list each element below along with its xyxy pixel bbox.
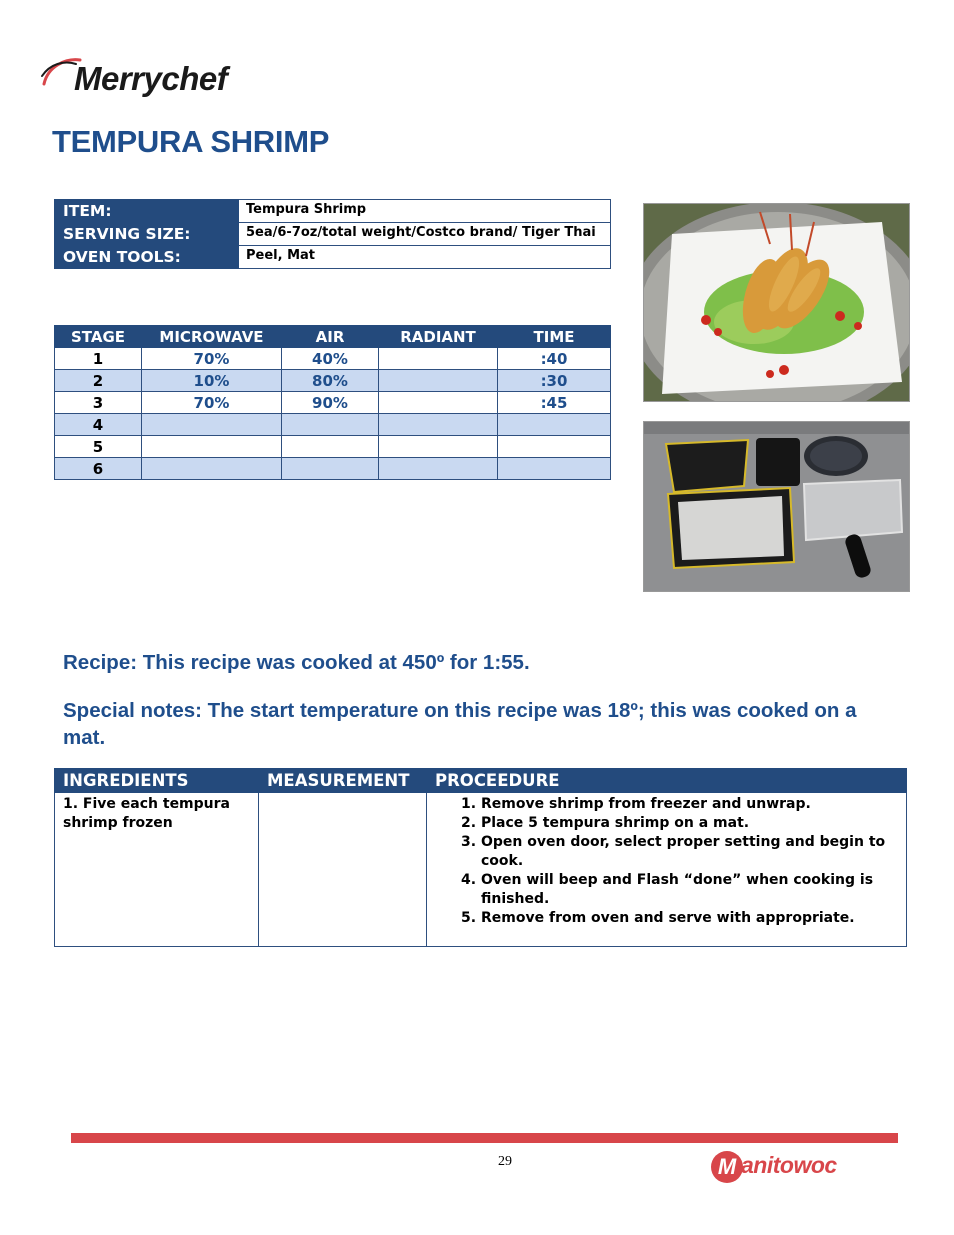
step-text: Remove from oven and serve with appropriate. [481, 910, 855, 926]
step-number: 2. [461, 815, 477, 831]
ingredients-table [54, 768, 907, 947]
stage-row [55, 458, 611, 480]
stage-cell: 6 [55, 458, 142, 480]
stage-row [55, 436, 611, 458]
procedure-header: PROCEEDURE [427, 769, 907, 793]
list-item [453, 833, 898, 871]
microwave-cell [142, 414, 282, 436]
stage-row [55, 414, 611, 436]
air-header: AIR [282, 326, 379, 348]
footer-divider [71, 1133, 898, 1143]
serving-size-label: SERVING SIZE: [55, 223, 239, 246]
page-title: TEMPURA SHRIMP [52, 124, 330, 159]
microwave-cell: 70% [142, 348, 282, 370]
time-cell: :45 [498, 392, 611, 414]
microwave-cell: 70% [142, 392, 282, 414]
radiant-cell [379, 458, 498, 480]
recipe-text: Recipe: This recipe was cooked at 450º for 1:55. [63, 651, 530, 674]
step-text: Remove shrimp from freezer and unwrap. [481, 796, 811, 812]
time-cell: :40 [498, 348, 611, 370]
ingredient-cell: 1. Five each tempura shrimp frozen [55, 793, 259, 947]
radiant-header: RADIANT [379, 326, 498, 348]
tempura-shrimp-photo [643, 203, 910, 402]
air-cell: 90% [282, 392, 379, 414]
air-cell [282, 436, 379, 458]
air-cell [282, 458, 379, 480]
step-number: 5. [461, 910, 477, 926]
time-header: TIME [498, 326, 611, 348]
manitowoc-logo [711, 1150, 851, 1184]
microwave-cell [142, 436, 282, 458]
step-number: 3. [461, 834, 477, 850]
time-cell [498, 414, 611, 436]
stage-cell: 1 [55, 348, 142, 370]
page-number: 29 [498, 1154, 512, 1169]
item-info-table [54, 199, 611, 269]
item-value: Tempura Shrimp [239, 200, 611, 223]
radiant-cell [379, 392, 498, 414]
radiant-cell [379, 436, 498, 458]
microwave-cell: 10% [142, 370, 282, 392]
radiant-cell [379, 414, 498, 436]
procedure-list [453, 795, 898, 928]
ingredients-header: INGREDIENTS [55, 769, 259, 793]
manitowoc-logo-initial: M [711, 1151, 743, 1183]
oven-tools-label: OVEN TOOLS: [55, 246, 239, 269]
air-cell: 80% [282, 370, 379, 392]
step-text: Oven will beep and Flash “done” when cooking is finished. [481, 872, 874, 907]
microwave-cell [142, 458, 282, 480]
radiant-cell [379, 370, 498, 392]
step-text: Open oven door, select proper setting and begin to cook. [481, 834, 886, 869]
time-cell [498, 458, 611, 480]
brand-name: Merrychef [74, 60, 228, 97]
microwave-header: MICROWAVE [142, 326, 282, 348]
stage-cell: 3 [55, 392, 142, 414]
list-item [453, 871, 898, 909]
step-number: 1. [461, 796, 477, 812]
stage-row [55, 392, 611, 414]
serving-size-value: 5ea/6-7oz/total weight/Costco brand/ Tiger Thai [239, 223, 611, 246]
list-item [453, 795, 898, 814]
procedure-cell [427, 793, 907, 947]
manitowoc-logo-text: anitowoc [741, 1152, 837, 1178]
cooking-stages-table [54, 325, 611, 480]
merrychef-logo [40, 52, 250, 108]
list-item [453, 909, 898, 928]
radiant-cell [379, 348, 498, 370]
air-cell: 40% [282, 348, 379, 370]
oven-tools-photo [643, 421, 910, 592]
measurement-header: MEASUREMENT [259, 769, 427, 793]
step-number: 4. [461, 872, 477, 888]
stage-cell: 4 [55, 414, 142, 436]
step-text: Place 5 tempura shrimp on a mat. [481, 815, 750, 831]
item-label: ITEM: [55, 200, 239, 223]
list-item [453, 814, 898, 833]
oven-tools-value: Peel, Mat [239, 246, 611, 269]
stage-header: STAGE [55, 326, 142, 348]
time-cell: :30 [498, 370, 611, 392]
stage-cell: 5 [55, 436, 142, 458]
special-notes-text: Special notes: The start temperature on this recipe was 18º; this was cooked on a mat. [63, 699, 857, 749]
measurement-cell [259, 793, 427, 947]
stage-row [55, 370, 611, 392]
stage-row [55, 348, 611, 370]
stage-cell: 2 [55, 370, 142, 392]
time-cell [498, 436, 611, 458]
air-cell [282, 414, 379, 436]
